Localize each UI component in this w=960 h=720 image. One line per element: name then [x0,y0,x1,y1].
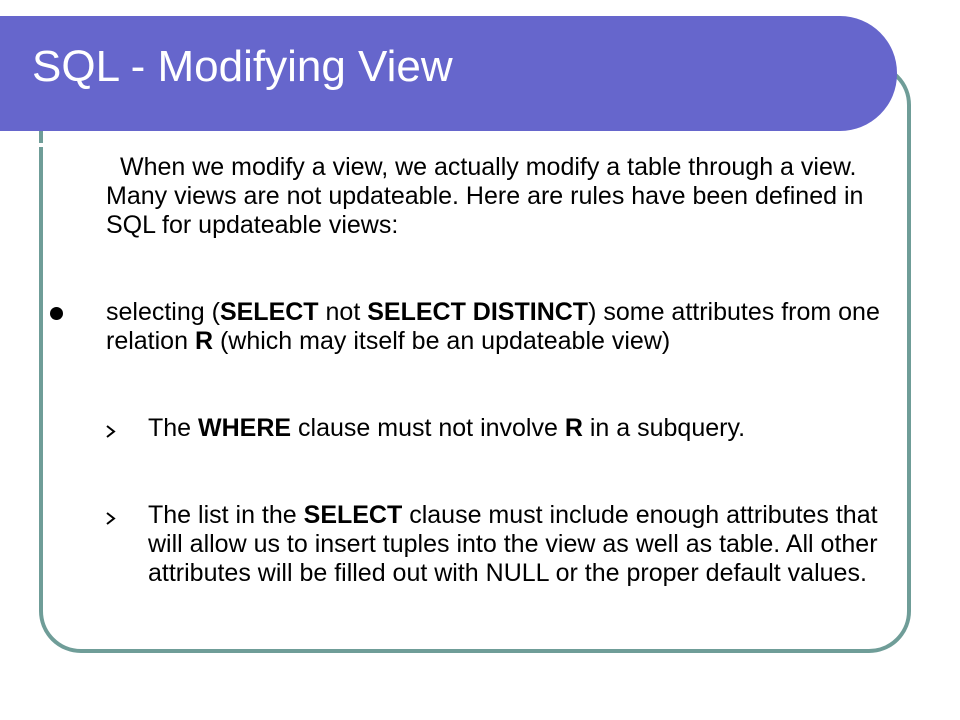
bullet-keyword: R [194,327,214,355]
filled-circle-bullet-icon [50,307,63,320]
bullet-keyword: SELECT DISTINCT [367,298,589,326]
bullet-text: selecting ( [106,298,220,326]
sub-bullet-where [148,414,888,443]
bullet-text: not [318,298,368,326]
bullet-text: ) some attributes from one relation [106,298,880,355]
slide-title: SQL - Modifying View [32,42,453,91]
sub-bullet-select-list [148,501,888,588]
bullet-text: (which may itself be an updateable view) [213,327,671,355]
bullet-selecting [106,298,886,356]
sub-bullet-keyword: R [564,414,583,442]
title-underline [0,143,848,147]
sub-bullet-text: clause must not involve [291,414,565,442]
sub-bullet-text: clause must include enough attributes that will allow us to insert tuples into the view as well as table. All other attributes will be filled out with NULL or the proper default values. [148,501,878,587]
bullet-keyword: SELECT [219,298,319,326]
sub-bullet-text: in a subquery. [582,414,746,442]
sub-bullet-keyword: SELECT [303,501,403,529]
sub-bullet-text: The [148,414,199,442]
arrow-bullet-icon [105,425,116,438]
arrow-bullet-icon [105,512,116,525]
intro-paragraph: When we modify a view, we actually modify a table through a view. Many views are not updateable. Here are rules have been defined in SQL for updateable views: [106,153,864,239]
sub-bullet-keyword: WHERE [198,414,292,442]
sub-bullet-text: The list in the [148,501,304,529]
